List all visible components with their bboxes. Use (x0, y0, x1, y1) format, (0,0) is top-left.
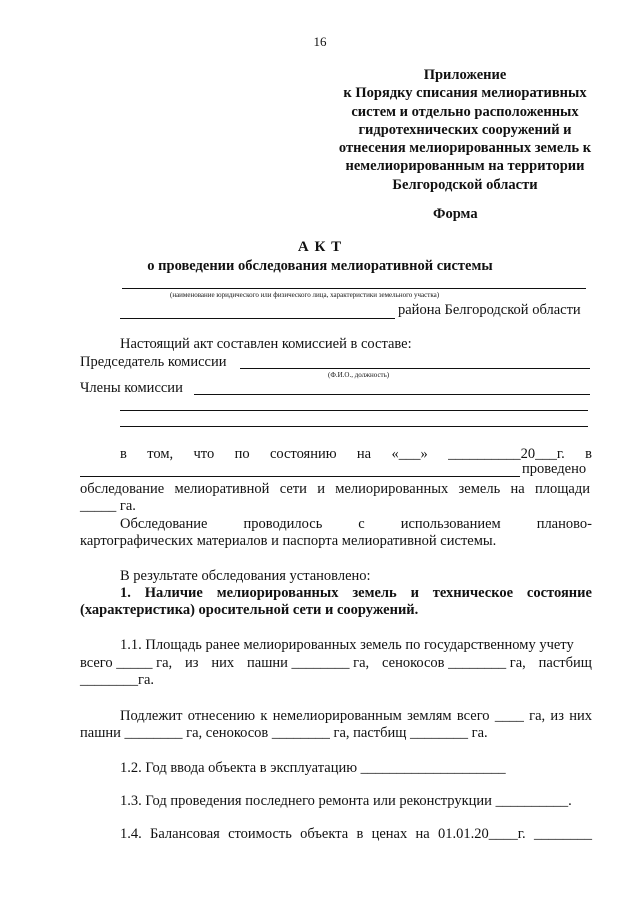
survey-line: обследование мелиоративной сети и мелиорированных земель на площади (80, 481, 590, 497)
chairman-caption: (Ф.И.О., должность) (328, 371, 390, 379)
section-word: Наличие (144, 585, 203, 601)
arable-area-field[interactable]: пашни ________ га, (247, 655, 370, 671)
materials-line-2: картографических материалов и паспорта мелиоративной системы. (80, 533, 497, 549)
form-label: Форма (433, 206, 478, 222)
members-field-line[interactable] (120, 426, 588, 427)
item-word: пастбищ (538, 655, 592, 671)
state-word: в (585, 446, 592, 462)
chairman-label: Председатель комиссии (80, 354, 227, 370)
appendix-line: немелиорированным на территории (345, 158, 585, 175)
total-area-field[interactable]: всего _____ га, (80, 655, 173, 671)
appendix-header (300, 66, 630, 194)
date-year-field[interactable]: __________20___г. (448, 446, 565, 462)
item-1-1-line-2 (80, 655, 592, 672)
item-1-4 (120, 826, 592, 843)
section-1-heading-line-2: (характеристика) оросительной сети и сооружений. (80, 602, 419, 618)
body-field-line[interactable] (80, 476, 520, 477)
state-word: что (193, 446, 215, 462)
state-word: на (356, 446, 372, 462)
state-word: по (234, 446, 250, 462)
district-field-line[interactable] (120, 318, 395, 319)
owner-field-line[interactable] (122, 288, 586, 289)
item-1-3: 1.3. Год проведения последнего ремонта или реконструкции __________. (120, 793, 572, 809)
section-word: состояние (526, 585, 592, 601)
materials-word: использованием (400, 516, 501, 532)
balance-value-field[interactable]: ________ (533, 826, 592, 842)
item-word: ценах (371, 826, 408, 842)
state-word: в (120, 446, 127, 462)
materials-word: проводилось (243, 516, 323, 532)
valuation-year-field[interactable]: 01.01.20____г. (438, 826, 526, 842)
materials-word: планово- (536, 516, 592, 532)
section-1-heading (120, 585, 592, 602)
members-field-line[interactable] (120, 410, 588, 411)
members-label: Члены комиссии (80, 380, 183, 396)
chairman-field-line[interactable] (240, 368, 590, 369)
transfer-line-1: Подлежит отнесению к немелиорированным землям всего ____ га, из них (120, 708, 592, 724)
item-word: стоимость (228, 826, 292, 842)
item-word: Балансовая (150, 826, 220, 842)
act-title: А К Т (297, 239, 343, 255)
result-intro: В результате обследования установлено: (120, 568, 371, 584)
state-word: том, (147, 446, 174, 462)
district-suffix: района Белгородской области (398, 302, 581, 318)
item-word: объекта (300, 826, 349, 842)
members-field-line[interactable] (194, 394, 590, 395)
transfer-line-2: пашни ________ га, сенокосов ________ га, пастбищ ________ га. (80, 725, 488, 741)
item-word: в (356, 826, 364, 842)
item-word: из (185, 655, 199, 671)
date-day-field[interactable]: «___» (391, 446, 428, 462)
item-1-1-line-1: 1.1. Площадь ранее мелиорированных земель по государственному учету (120, 637, 574, 653)
section-word: и (410, 585, 419, 601)
section-word: техническое (432, 585, 514, 601)
conducted-word: проведено (522, 461, 587, 477)
item-1-2: 1.2. Год ввода объекта в эксплуатацию ____________________ (120, 760, 506, 776)
section-word: 1. (120, 585, 131, 601)
appendix-line: Приложение (423, 67, 507, 83)
appendix-line: гидротехнических сооружений и (358, 121, 572, 138)
area-field[interactable]: _____ га. (80, 498, 136, 514)
pasture-area-field[interactable]: ________га. (80, 672, 155, 688)
page-number: 16 (313, 34, 327, 49)
item-word: них (211, 655, 235, 671)
commission-intro: Настоящий акт составлен комиссией в составе: (120, 336, 412, 352)
appendix-line: к Порядку списания мелиоративных (343, 85, 587, 102)
state-word: состоянию (269, 446, 337, 462)
materials-word: с (358, 516, 365, 532)
materials-word: Обследование (120, 516, 208, 532)
appendix-line: систем и отдельно расположенных (351, 103, 579, 120)
appendix-line: отнесения мелиорированных земель к (338, 140, 592, 157)
materials-line (120, 516, 592, 533)
section-word: мелиорированных (216, 585, 339, 601)
item-word: на (415, 826, 430, 842)
act-subtitle: о проведении обследования мелиоративной системы (147, 258, 493, 274)
owner-caption: (наименование юридического или физического лица, характеристики земельного участка) (170, 291, 440, 299)
hayfield-area-field[interactable]: сенокосов ________ га, (382, 655, 526, 671)
section-word: земель (352, 585, 397, 601)
appendix-line: Белгородской области (392, 176, 538, 193)
item-word: 1.4. (120, 826, 142, 842)
